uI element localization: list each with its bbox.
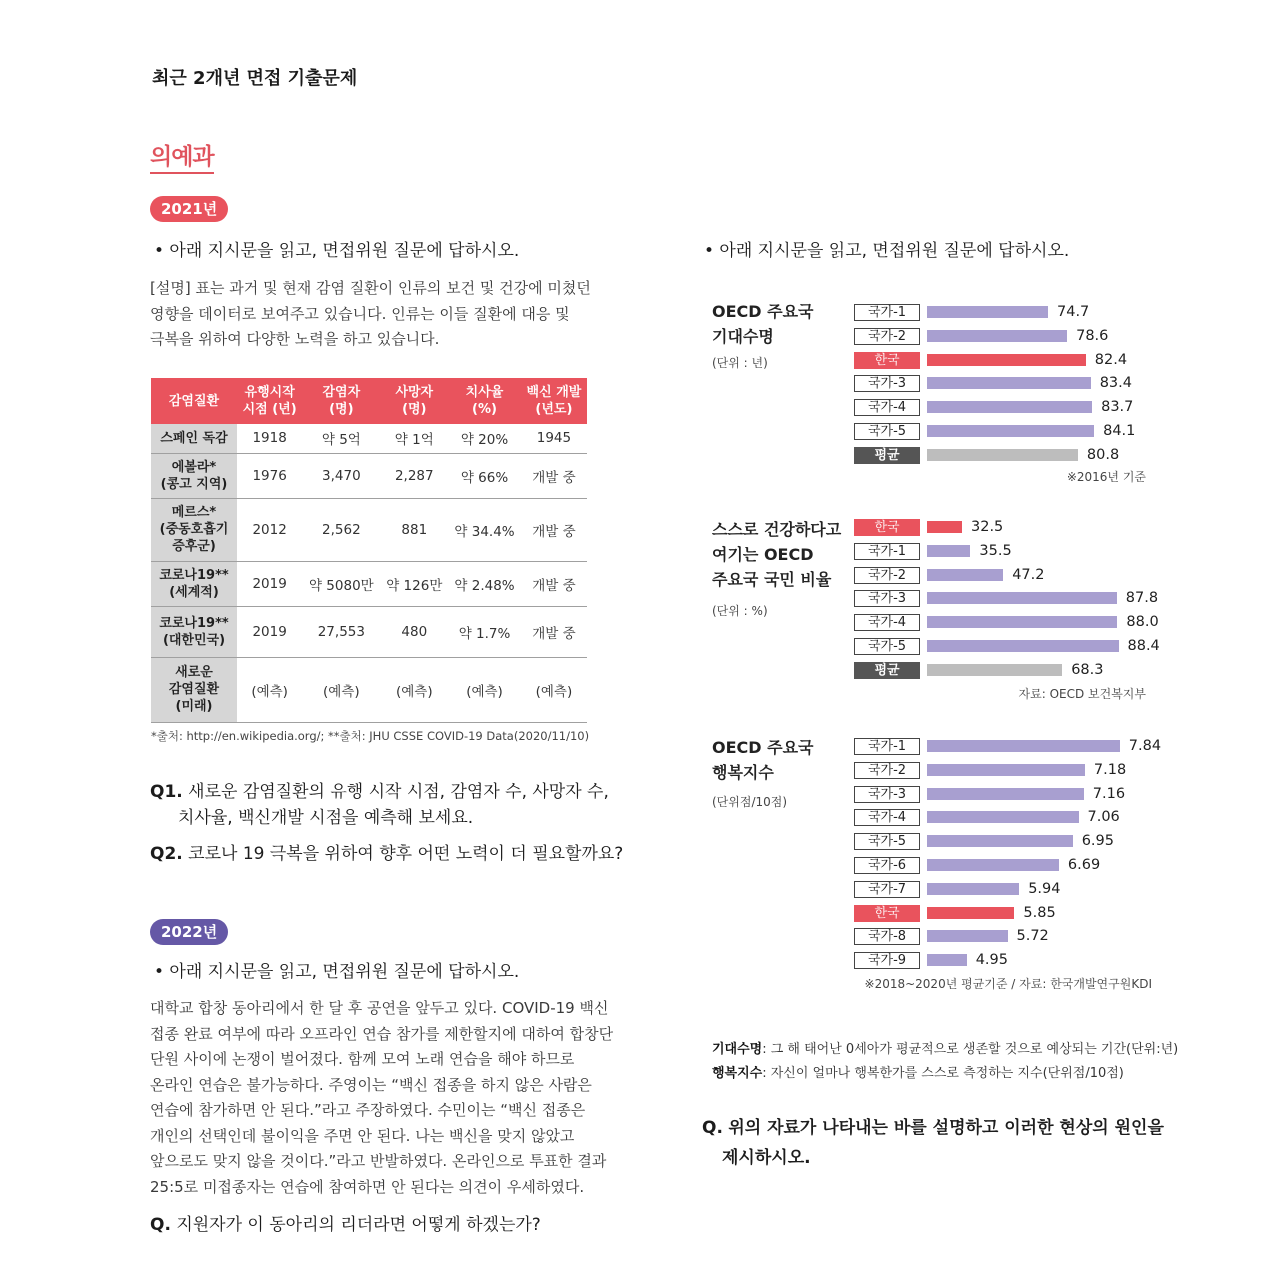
chart1-note: ※2016년 기준 <box>1066 470 1146 484</box>
chart-category-label: 국가-3 <box>854 786 920 803</box>
chart-bar <box>927 664 1062 676</box>
cell-line: 코로나19** <box>159 567 229 583</box>
definition-text: : 그 해 태어난 0세아가 평균적으로 생존할 것으로 예상되는 기간(단위:년) <box>762 1042 1179 1057</box>
table-source: *출처: http://en.wikipedia.org/; **출처: JHU CSSE COVID-19 Data(2020/11/10) <box>151 729 590 743</box>
chart-value-label: 82.4 <box>1094 351 1128 368</box>
table-row <box>151 424 587 453</box>
chart-value-label: 4.95 <box>975 952 1008 969</box>
chart-category-label: 국가-6 <box>854 857 920 874</box>
definition-text: : 자신이 얼마나 행복한가를 스스로 측정하는 지수(단위점/10점) <box>762 1066 1124 1081</box>
year-badge-2022: 2022년 <box>150 919 228 945</box>
chart-bar-row <box>854 304 1154 321</box>
chart-category-label: 국가-2 <box>854 328 920 345</box>
chart-value-label: 5.94 <box>1028 880 1061 897</box>
question-label: Q. <box>150 1215 171 1235</box>
chart-value-label: 87.8 <box>1125 590 1159 607</box>
table-row <box>151 657 587 722</box>
chart-bar-row <box>854 857 1154 874</box>
chart1-unit: (단위 : 년) <box>712 356 768 370</box>
chart-bar-row <box>854 423 1154 440</box>
header-line: (명) <box>329 402 354 417</box>
chart-bar <box>927 811 1079 823</box>
chart-category-label: 국가-5 <box>854 833 920 850</box>
chart-bar <box>927 859 1059 871</box>
chart-bar-row <box>854 519 1154 536</box>
definition-term: 기대수명 <box>712 1042 763 1057</box>
chart-bar <box>927 521 962 533</box>
page-header-title: 최근 2개년 면접 기출문제 <box>152 68 358 89</box>
question-label: Q. <box>702 1118 723 1138</box>
table-row <box>151 498 587 561</box>
instruction-2021: • 아래 지시문을 읽고, 면접위원 질문에 답하시오. <box>154 241 520 261</box>
chart-bar-row <box>854 738 1162 755</box>
definition-row <box>712 1062 1178 1086</box>
definitions <box>712 1038 1178 1086</box>
cell-line: (미래) <box>175 699 213 714</box>
cell-line: 2019 <box>252 623 287 640</box>
chart-bar-row <box>854 662 1154 679</box>
chart-bar-row <box>854 905 1154 922</box>
chart2-note: 자료: OECD 보건복지부 <box>1018 687 1146 701</box>
table-cell <box>237 424 302 453</box>
chart-bar <box>927 835 1073 847</box>
table-header <box>380 378 448 424</box>
table-row <box>151 606 587 657</box>
description-2021 <box>150 276 620 353</box>
question-text: 코로나 19 극복을 위하여 향후 어떤 노력이 더 필요할까요? <box>188 844 624 864</box>
chart-value-label: 6.69 <box>1067 857 1101 873</box>
chart-bar <box>927 592 1117 604</box>
table-cell <box>380 657 448 722</box>
cell-line: 개발 중 <box>532 523 576 540</box>
chart-category-label: 국가-1 <box>854 304 920 321</box>
header-line: 감염자 <box>322 385 361 400</box>
cell-line: 2019 <box>252 575 287 592</box>
chart-bar-row <box>854 447 1154 464</box>
chart-category-label: 국가-4 <box>854 809 920 826</box>
chart-bar <box>927 930 1008 942</box>
description-line: 영향을 데이터로 보여주고 있습니다. 인류는 이들 질환에 대응 및 <box>150 304 570 323</box>
chart-bar <box>927 425 1094 437</box>
chart-category-label: 평균 <box>854 447 920 464</box>
cell-line: (대한민국) <box>162 632 226 648</box>
instruction-2022: • 아래 지시문을 읽고, 면접위원 질문에 답하시오. <box>154 962 520 982</box>
cell-line: 약 2.48% <box>454 577 515 594</box>
chart-bar <box>927 401 1092 413</box>
chart-value-label: 88.4 <box>1127 638 1160 654</box>
scenario-line: 온라인 연습은 불가능하다. 주영이는 “백신 접종을 하지 않은 사람은 <box>150 1075 592 1094</box>
question-text: 제시하시오. <box>722 1148 811 1168</box>
table-row-header <box>151 561 237 606</box>
chart-bar-row <box>854 762 1154 779</box>
chart-bar-row <box>854 543 1154 560</box>
cell-line: 증후군) <box>172 539 216 554</box>
chart-title-line: 주요국 국민 비율 <box>712 570 832 589</box>
table-row <box>151 453 587 498</box>
chart-bar-row <box>854 352 1154 369</box>
chart3-unit: (단위점/10점) <box>712 795 788 809</box>
chart-category-label: 국가-2 <box>854 762 920 779</box>
cell-line: 3,470 <box>322 467 361 484</box>
cell-line: (콩고 지역) <box>160 476 228 492</box>
question-text: 새로운 감염질환의 유행 시작 시점, 감염자 수, 사망자 수, <box>188 782 609 802</box>
chart-category-label: 국가-7 <box>854 881 920 898</box>
question-label: Q2. <box>150 844 183 864</box>
chart-bar <box>927 764 1085 776</box>
chart-category-label: 국가-9 <box>854 952 920 969</box>
question-text: 지원자가 이 동아리의 리더라면 어떻게 하겠는가? <box>176 1215 541 1235</box>
chart-category-label: 국가-5 <box>854 638 920 655</box>
chart-category-label: 한국 <box>854 519 920 536</box>
table-header <box>237 378 302 424</box>
chart-bar <box>927 740 1120 752</box>
chart-value-label: 83.4 <box>1099 375 1132 392</box>
table-cell <box>521 498 587 561</box>
chart-bar <box>927 306 1048 318</box>
happiness-index-chart <box>854 738 1162 970</box>
chart-value-label: 6.95 <box>1081 833 1114 850</box>
chart-bar <box>927 545 970 557</box>
table-cell <box>448 606 521 657</box>
table-cell <box>380 606 448 657</box>
table-cell <box>521 453 587 498</box>
cell-line: 감염질환 <box>168 682 220 697</box>
table-cell <box>302 453 380 498</box>
instruction-right: • 아래 지시문을 읽고, 면접위원 질문에 답하시오. <box>704 241 1070 261</box>
chart-bar <box>927 883 1019 895</box>
chart-bar <box>927 788 1084 800</box>
cell-line: 약 66% <box>460 469 509 486</box>
cell-line: 2,562 <box>322 521 361 538</box>
cell-line: 약 126만 <box>386 577 443 594</box>
header-line: 사망자 <box>395 385 434 400</box>
chart-bar-row <box>854 614 1159 631</box>
chart-category-label: 평균 <box>854 662 920 679</box>
table-cell <box>237 561 302 606</box>
table-cell <box>302 606 380 657</box>
chart2-unit: (단위 : %) <box>712 604 768 618</box>
chart-title-line: OECD 주요국 <box>712 738 814 757</box>
table-header <box>521 378 587 424</box>
chart-bar-row <box>854 328 1154 345</box>
cell-line: 1976 <box>252 467 287 484</box>
chart-value-label: 5.72 <box>1016 928 1049 945</box>
definition-row <box>712 1038 1178 1062</box>
chart-bar <box>927 907 1014 919</box>
chart-category-label: 국가-8 <box>854 928 920 945</box>
cell-line: 1918 <box>252 430 287 447</box>
chart-bar-row <box>854 786 1154 803</box>
chart-bar <box>927 569 1003 581</box>
table-header: 감염질환 <box>151 378 237 424</box>
chart-category-label: 국가-1 <box>854 543 920 560</box>
chart-category-label: 국가-5 <box>854 423 920 440</box>
table-cell <box>237 606 302 657</box>
scenario-line: 25:5로 미접종자는 연습에 참여하면 안 된다는 의견이 우세하였다. <box>150 1177 585 1196</box>
table-cell <box>448 453 521 498</box>
header-line: 치사율 <box>465 385 504 400</box>
question-right <box>702 1113 1164 1173</box>
definition-term: 행복지수 <box>712 1066 763 1081</box>
header-line: (%) <box>472 402 497 417</box>
table-cell <box>380 453 448 498</box>
header-line: 백신 개발 <box>526 385 582 400</box>
chart2-title <box>712 517 841 592</box>
question-2022 <box>150 1212 541 1238</box>
cell-line: 개발 중 <box>532 625 576 642</box>
cell-line: (예측) <box>323 683 360 700</box>
chart-bar <box>927 330 1067 342</box>
chart-category-label: 국가-1 <box>854 738 920 755</box>
table-cell <box>521 424 587 453</box>
chart-value-label: 88.0 <box>1126 614 1159 631</box>
table-cell <box>380 561 448 606</box>
chart-bar <box>927 354 1086 366</box>
scenario-line: 대학교 합창 동아리에서 한 달 후 공연을 앞두고 있다. COVID-19 백신 <box>150 999 609 1017</box>
chart-bar-row <box>854 590 1159 607</box>
chart-title-line: 기대수명 <box>712 327 774 346</box>
cell-line: 2012 <box>252 521 287 538</box>
table-cell <box>302 498 380 561</box>
cell-line: 약 1.7% <box>458 625 511 642</box>
chart-title-line: 여기는 OECD <box>712 545 814 564</box>
table-header-row <box>151 378 587 424</box>
cell-line: 27,553 <box>317 623 365 640</box>
table-row-header <box>151 424 237 453</box>
cell-line: 코로나19** <box>159 615 229 631</box>
question-2 <box>150 841 623 867</box>
life-expectancy-chart <box>854 304 1154 464</box>
scenario-line: 접종 완료 여부에 따라 오프라인 연습 참가를 제한할지에 대하여 합창단 <box>150 1024 614 1043</box>
cell-line: 약 1억 <box>394 432 434 449</box>
table-row-header <box>151 498 237 561</box>
cell-line: (예측) <box>535 683 573 700</box>
table-header <box>448 378 521 424</box>
chart-bar-row <box>854 399 1154 416</box>
table-cell <box>448 561 521 606</box>
scenario-line: 단원 사이에 논쟁이 벌어졌다. 함께 모여 노래 연습을 해야 하므로 <box>150 1050 575 1068</box>
chart-value-label: 84.1 <box>1103 423 1136 439</box>
chart-title-line: OECD 주요국 <box>712 302 814 321</box>
cell-line: (예측) <box>251 683 288 700</box>
chart-bar <box>927 449 1078 461</box>
self-rated-health-chart <box>854 519 1160 679</box>
table-row <box>151 561 587 606</box>
chart-category-label: 국가-3 <box>854 590 920 607</box>
chart-category-label: 국가-4 <box>854 399 920 416</box>
chart-bar <box>927 954 967 966</box>
table-cell <box>302 424 380 453</box>
chart-bar <box>927 377 1091 389</box>
table-cell <box>380 498 448 561</box>
chart3-note: ※2018~2020년 평균기준 / 자료: 한국개발연구원KDI <box>864 977 1152 991</box>
cell-line: 약 34.4% <box>454 523 515 540</box>
table-row-header <box>151 606 237 657</box>
header-line: (명) <box>402 402 427 417</box>
cell-line: 에볼라* <box>171 459 217 475</box>
chart-value-label: 47.2 <box>1012 566 1045 583</box>
cell-line: 약 5억 <box>321 432 361 449</box>
cell-line: 개발 중 <box>532 577 576 594</box>
cell-line: 새로운 <box>175 665 213 680</box>
chart-value-label: 5.85 <box>1023 904 1056 921</box>
cell-line: 1945 <box>536 430 572 447</box>
chart-category-label: 한국 <box>854 905 920 922</box>
chart-value-label: 7.06 <box>1087 809 1120 826</box>
table-row-header <box>151 657 237 722</box>
chart-bar-row <box>854 952 1154 969</box>
table-cell <box>448 498 521 561</box>
question-text: 위의 자료가 나타내는 바를 설명하고 이러한 현상의 원인을 <box>728 1118 1164 1138</box>
table-row-header <box>151 453 237 498</box>
chart-value-label: 32.5 <box>971 519 1004 535</box>
cell-line: (세계적) <box>169 584 219 600</box>
chart-value-label: 35.5 <box>979 542 1012 559</box>
table-cell <box>521 657 587 722</box>
description-line: 극복을 위하여 다양한 노력을 하고 있습니다. <box>150 330 440 348</box>
chart-value-label: 80.8 <box>1086 446 1120 463</box>
description-line: [설명] 표는 과거 및 현재 감염 질환이 인류의 보건 및 건강에 미쳤던 <box>150 279 591 297</box>
chart-title-line: 행복지수 <box>712 763 774 782</box>
chart-bar <box>927 640 1119 652</box>
chart-value-label: 7.18 <box>1093 761 1127 778</box>
chart-category-label: 한국 <box>854 352 920 369</box>
chart-bar-row <box>854 567 1154 584</box>
table-cell <box>448 424 521 453</box>
chart-category-label: 국가-2 <box>854 567 920 584</box>
chart-bar <box>927 616 1117 628</box>
chart-value-label: 7.84 <box>1128 738 1162 754</box>
table-cell <box>448 657 521 722</box>
cell-line: 480 <box>401 623 428 640</box>
year-badge-2021: 2021년 <box>150 196 228 222</box>
chart-bar-row <box>854 833 1154 850</box>
infection-table <box>151 378 587 723</box>
cell-line: (중동호흡기 <box>159 522 229 537</box>
scenario-2022 <box>150 996 640 1200</box>
cell-line: 약 5080만 <box>308 577 374 594</box>
cell-line: 메르스* <box>171 505 217 520</box>
table-header <box>302 378 380 424</box>
chart-bar-row <box>854 375 1154 392</box>
header-line: 유행시작 <box>244 385 295 400</box>
cell-line: (예측) <box>395 683 433 700</box>
chart-value-label: 74.7 <box>1057 304 1090 320</box>
cell-line: (예측) <box>466 683 503 700</box>
table-cell <box>380 424 448 453</box>
scenario-line: 앞으로도 맞지 않을 것이다.”라고 반발하였다. 온라인으로 투표한 결과 <box>150 1152 607 1170</box>
chart-category-label: 국가-4 <box>854 614 920 631</box>
table-cell <box>237 657 302 722</box>
chart-value-label: 68.3 <box>1071 661 1104 678</box>
scenario-line: 개인의 선택인데 불이익을 주면 안 된다. 나는 백신을 맞지 않았고 <box>150 1126 575 1145</box>
chart1-title <box>712 299 814 349</box>
question-text: 치사율, 백신개발 시점을 예측해 보세요. <box>178 808 474 828</box>
scenario-line: 연습에 참가하면 안 된다.”라고 주장하였다. 수민이는 “백신 접종은 <box>150 1101 586 1119</box>
table-cell <box>302 657 380 722</box>
cell-line: 2,287 <box>394 467 434 484</box>
table-cell <box>521 561 587 606</box>
chart-value-label: 78.6 <box>1076 327 1109 344</box>
chart-bar-row <box>854 881 1154 898</box>
chart-bar-row <box>854 638 1160 655</box>
chart-value-label: 7.16 <box>1092 785 1126 802</box>
cell-line: 881 <box>401 521 428 538</box>
question-label: Q1. <box>150 782 183 802</box>
header-line: (년도) <box>535 402 573 417</box>
chart-bar-row <box>854 809 1154 826</box>
question-1 <box>150 779 609 831</box>
cell-line: 스페인 독감 <box>160 430 228 446</box>
table-cell <box>521 606 587 657</box>
cell-line: 개발 중 <box>532 469 576 486</box>
chart-bar-row <box>854 928 1154 945</box>
chart3-title <box>712 735 814 785</box>
chart-title-line: 스스로 건강하다고 <box>712 520 842 539</box>
cell-line: 약 20% <box>460 432 509 449</box>
table-cell <box>302 561 380 606</box>
department-title: 의예과 <box>150 138 214 174</box>
table-cell <box>237 498 302 561</box>
header-line: 시점 (년) <box>242 402 297 417</box>
table-cell <box>237 453 302 498</box>
chart-category-label: 국가-3 <box>854 375 920 392</box>
chart-value-label: 83.7 <box>1101 399 1134 416</box>
